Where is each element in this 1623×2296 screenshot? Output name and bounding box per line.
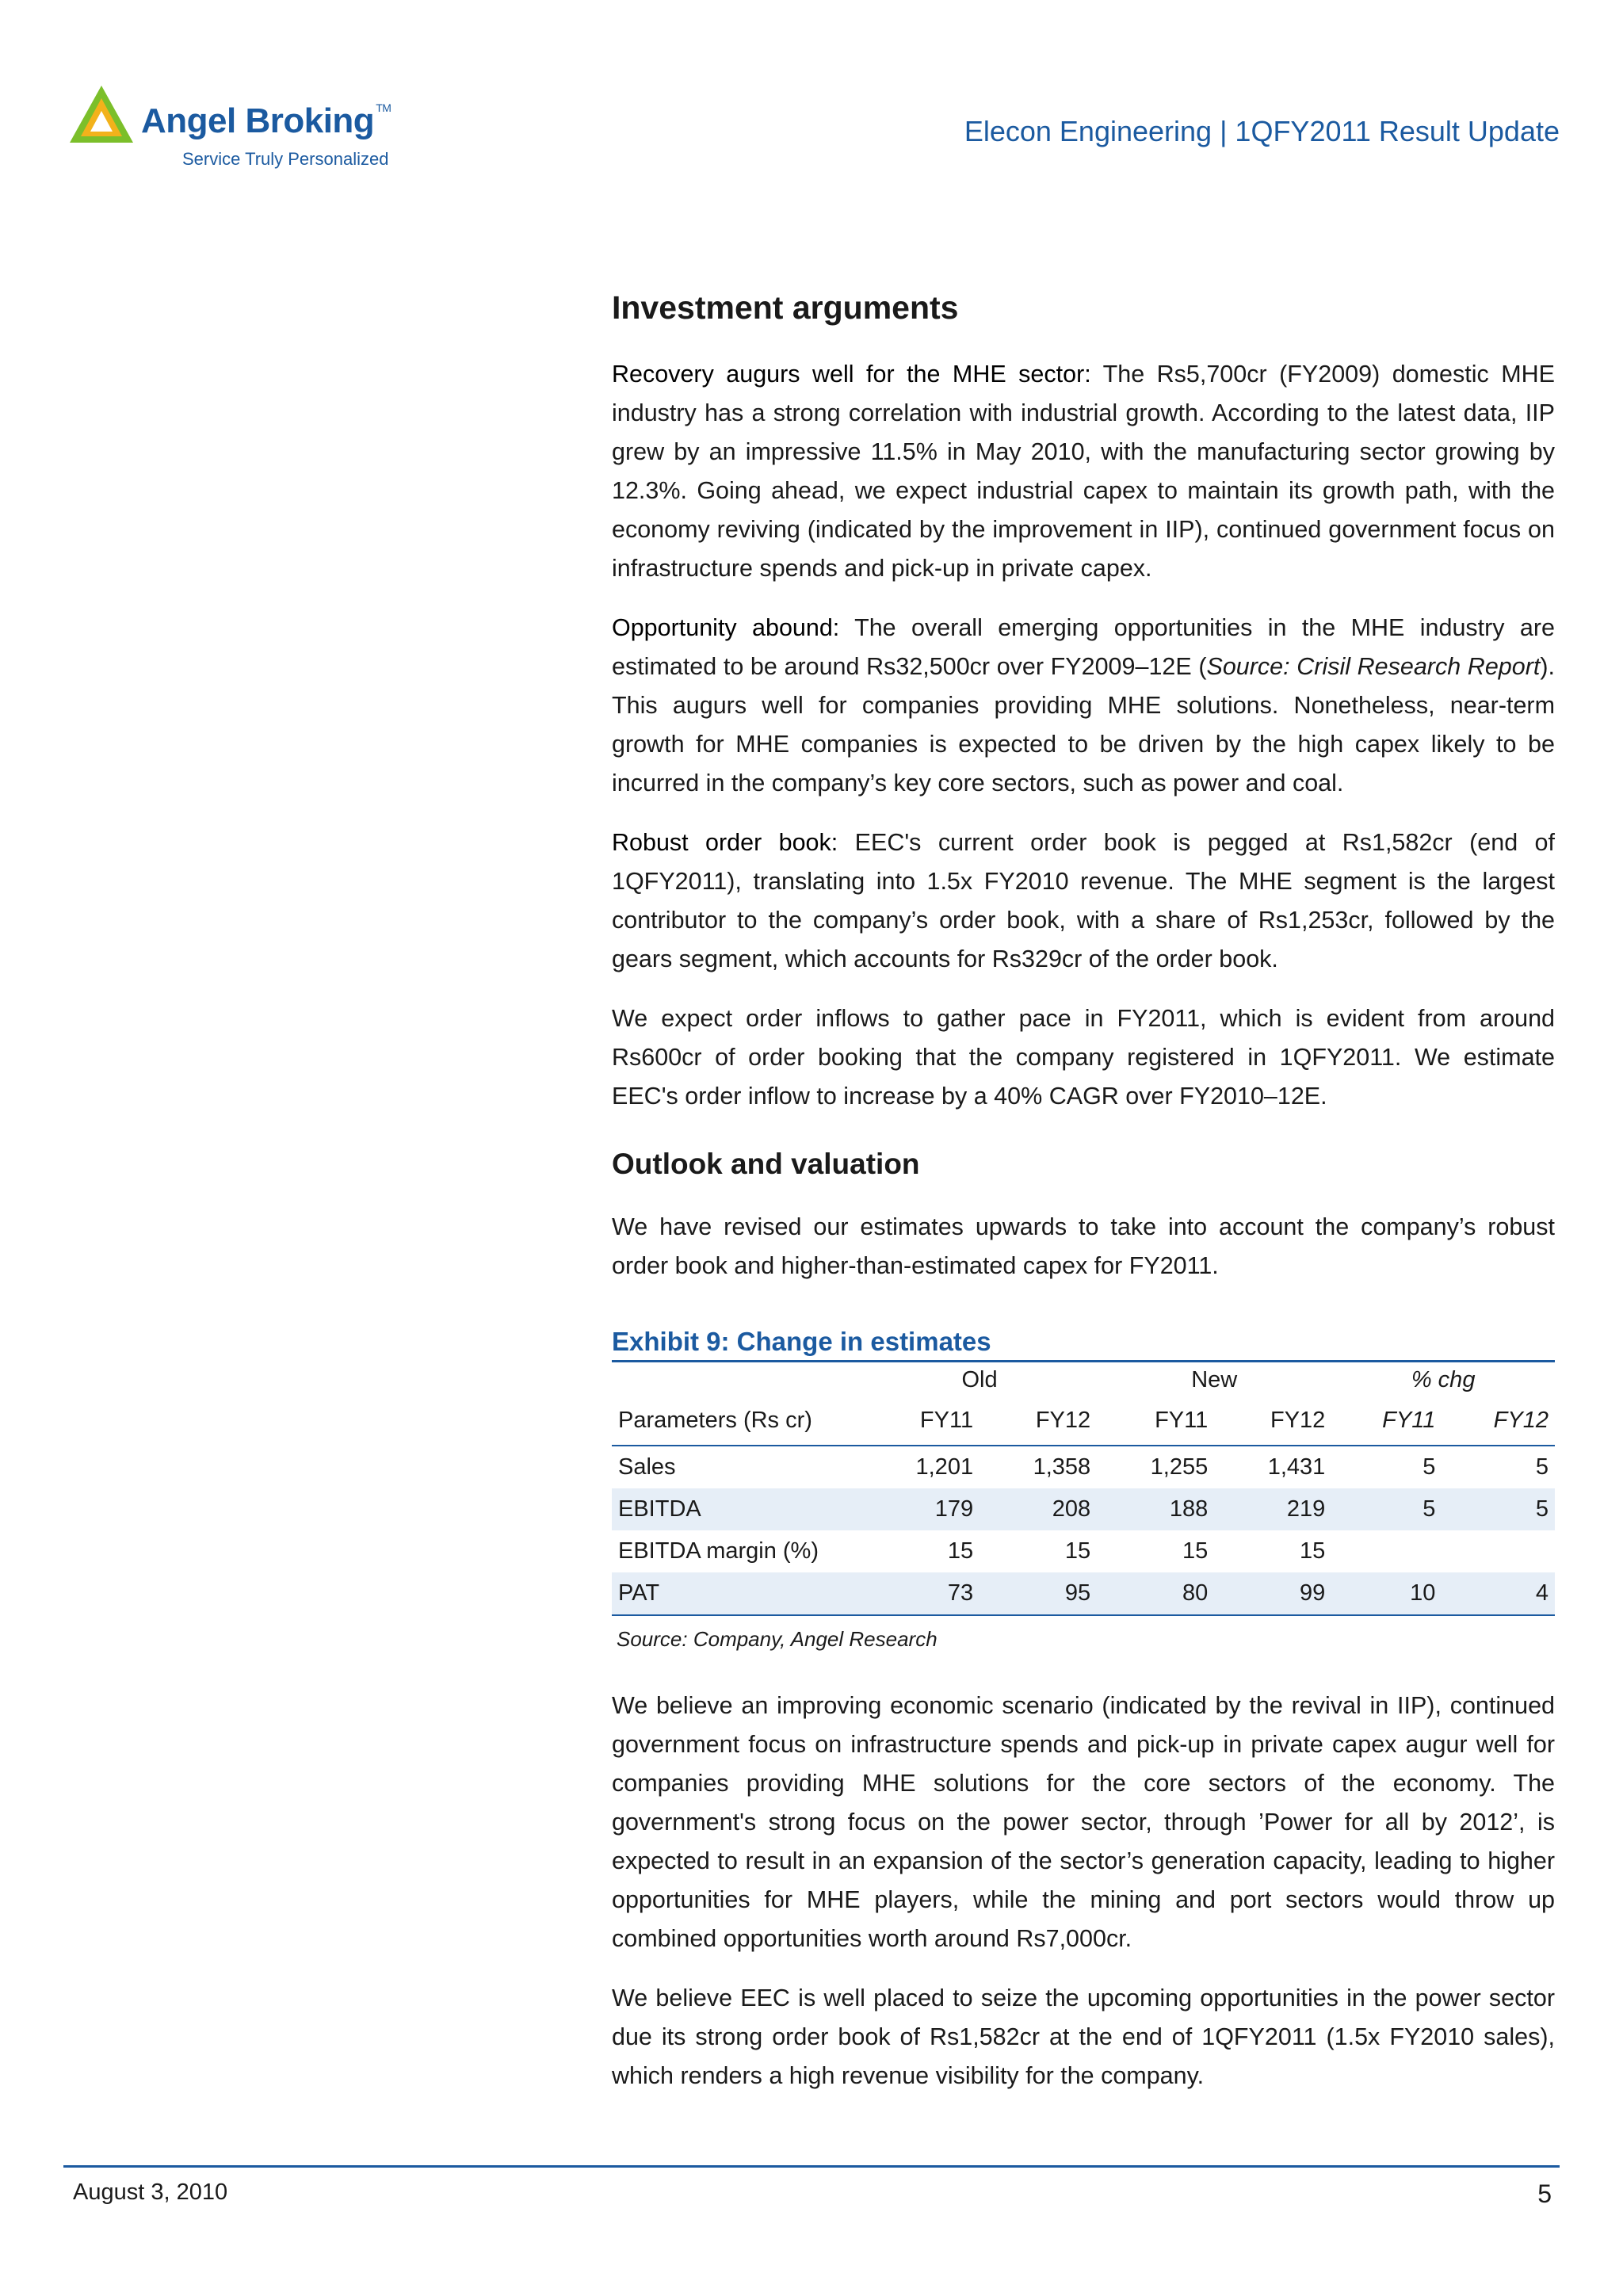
table-cell: 1,255 [1150, 1454, 1209, 1480]
table-header-chg-fy11: FY11 [1331, 1400, 1442, 1446]
paragraph-recovery [612, 355, 1555, 588]
paragraph-lead: Opportunity abound: [612, 614, 840, 641]
table-cell: 10 [1331, 1572, 1442, 1615]
trademark-mark: TM [376, 101, 391, 114]
table-cell: 15 [947, 1538, 974, 1564]
paragraph-economic-scenario: We believe an improving economic scenario (indicated by the revival in IIP), continued government focus on infrastructure spends and pick-up in private capex augur well for companies providing MHE solutions for the core sectors of the economy. The government's strong focus on the power sector, through ’Power for all by 2012’, is expected to result in an expansion of the sector’s generation capacity, leading to higher opportunities for MHE players, while the mining and port sectors would throw up combined opportunities worth around Rs7,000cr. [612, 1692, 1555, 1952]
paragraph-text: The Rs5,700cr (FY2009) domestic MHE industry has a strong correlation with industrial growth. According to the latest data, IIP grew by an impressive 11.5% in May 2010, with the manufacturing sector growing by 12.3%. Going ahead, we expect industrial capex to maintain its growth path, with the economy reviving (indicated by the improvement in IIP), continued government focus on infrastructure spends and pick-up in private capex. [612, 361, 1555, 582]
table-header-new-fy12: FY12 [1214, 1400, 1331, 1446]
paragraph-order-book [612, 823, 1555, 979]
row-label: PAT [612, 1572, 862, 1615]
paragraph-text: ). This augurs well for companies providing MHE solutions. Nonetheless, near-term growth for MHE companies is expected to be driven by the high capex likely to be incurred in the company’s key core sectors, such as power and coal. [612, 653, 1555, 797]
paragraph-opportunity [612, 609, 1555, 803]
report-title: Elecon Engineering | 1QFY2011 Result Update [964, 115, 1560, 147]
company-logo [68, 84, 401, 171]
table-cell: 188 [1097, 1488, 1214, 1530]
table-header-old-fy11: FY11 [862, 1400, 980, 1446]
section-heading-investment-arguments: Investment arguments [612, 289, 959, 326]
main-content [612, 289, 1555, 2116]
table-header-new-fy11: FY11 [1097, 1400, 1214, 1446]
logo-tagline: Service Truly Personalized [182, 149, 389, 169]
logo-name: Angel Broking ™ [141, 101, 391, 140]
table-cell: 208 [980, 1488, 1097, 1530]
table-cell: 5 [1423, 1454, 1436, 1480]
page-number: 5 [1537, 2179, 1552, 2208]
table-header-old-fy12: FY12 [980, 1400, 1097, 1446]
table-row [612, 1488, 1555, 1530]
pyramid-logo-icon [68, 84, 135, 144]
paragraph-text: The overall emerging opportunities in the MHE industry are estimated to be around Rs32,500cr over FY2009–12E ( [612, 614, 1555, 680]
paragraph-text: EEC's current order book is pegged at Rs1,582cr (end of 1QFY2011), translating into 1.5x FY2010 revenue. The MHE segment is the largest contributor to the company’s order book, with a share of Rs1,253cr, followed by the gears segment, which accounts for Rs329cr of the order book. [612, 829, 1555, 972]
estimates-table [612, 1360, 1555, 1616]
table-cell: 99 [1214, 1572, 1331, 1615]
table-cell: 15 [1300, 1538, 1326, 1564]
table-group-new: New [1097, 1362, 1331, 1400]
table-cell: 5 [1442, 1488, 1555, 1530]
table-cell: 1,358 [1033, 1454, 1091, 1480]
row-label: EBITDA [612, 1488, 862, 1530]
table-cell: 1,431 [1267, 1454, 1326, 1480]
table-group-pct-chg: % chg [1331, 1362, 1555, 1400]
table-cell: 5 [1535, 1454, 1549, 1480]
table-cell: 219 [1214, 1488, 1331, 1530]
table-cell: 15 [1064, 1538, 1091, 1564]
table-row [612, 1572, 1555, 1615]
table-row [612, 1446, 1555, 1488]
paragraph-lead: Recovery augurs well for the MHE sector: [612, 361, 1091, 388]
paragraph-lead: Robust order book: [612, 829, 838, 856]
table-cell: 5 [1331, 1488, 1442, 1530]
row-label: EBITDA margin (%) [618, 1538, 819, 1564]
table-source: Source: Company, Angel Research [617, 1627, 938, 1651]
table-cell: 4 [1442, 1572, 1555, 1615]
paragraph-revised-estimates: We have revised our estimates upwards to take into account the company’s robust order book and higher-than-estimated capex for FY2011. [612, 1213, 1555, 1279]
table-header-parameters: Parameters (Rs cr) [612, 1400, 862, 1446]
table-group-old: Old [862, 1362, 1097, 1400]
table-header-chg-fy12: FY12 [1442, 1400, 1555, 1446]
table-cell: 73 [862, 1572, 980, 1615]
footer-divider [63, 2165, 1560, 2168]
source-citation: Source: Crisil Research Report [1206, 653, 1541, 680]
table-subheader [612, 1400, 1555, 1446]
table-cell: 80 [1097, 1572, 1214, 1615]
table-cell [1331, 1530, 1442, 1572]
table-header-blank [612, 1362, 862, 1400]
paragraph-well-placed: We believe EEC is well placed to seize the upcoming opportunities in the power sector due its strong order book of Rs1,582cr at the end of 1QFY2011 (1.5x FY2010 sales), which renders a high revenue visibility for the company. [612, 1985, 1555, 2089]
table-cell: 1,201 [915, 1454, 974, 1480]
table-cell: 179 [862, 1488, 980, 1530]
table-group-header [612, 1362, 1555, 1400]
section-heading-outlook: Outlook and valuation [612, 1148, 920, 1180]
table-row [612, 1530, 1555, 1572]
exhibit-title: Exhibit 9: Change in estimates [612, 1327, 991, 1356]
table-cell: 95 [980, 1572, 1097, 1615]
table-cell: 15 [1182, 1538, 1209, 1564]
paragraph-order-inflows: We expect order inflows to gather pace in FY2011, which is evident from around Rs600cr of order booking that the company registered in 1QFY2011. We estimate EEC's order inflow to increase by a 40% CAGR over FY2010–12E. [612, 1005, 1555, 1110]
row-label: Sales [618, 1454, 676, 1480]
table-cell [1442, 1530, 1555, 1572]
footer-date: August 3, 2010 [73, 2179, 228, 2205]
